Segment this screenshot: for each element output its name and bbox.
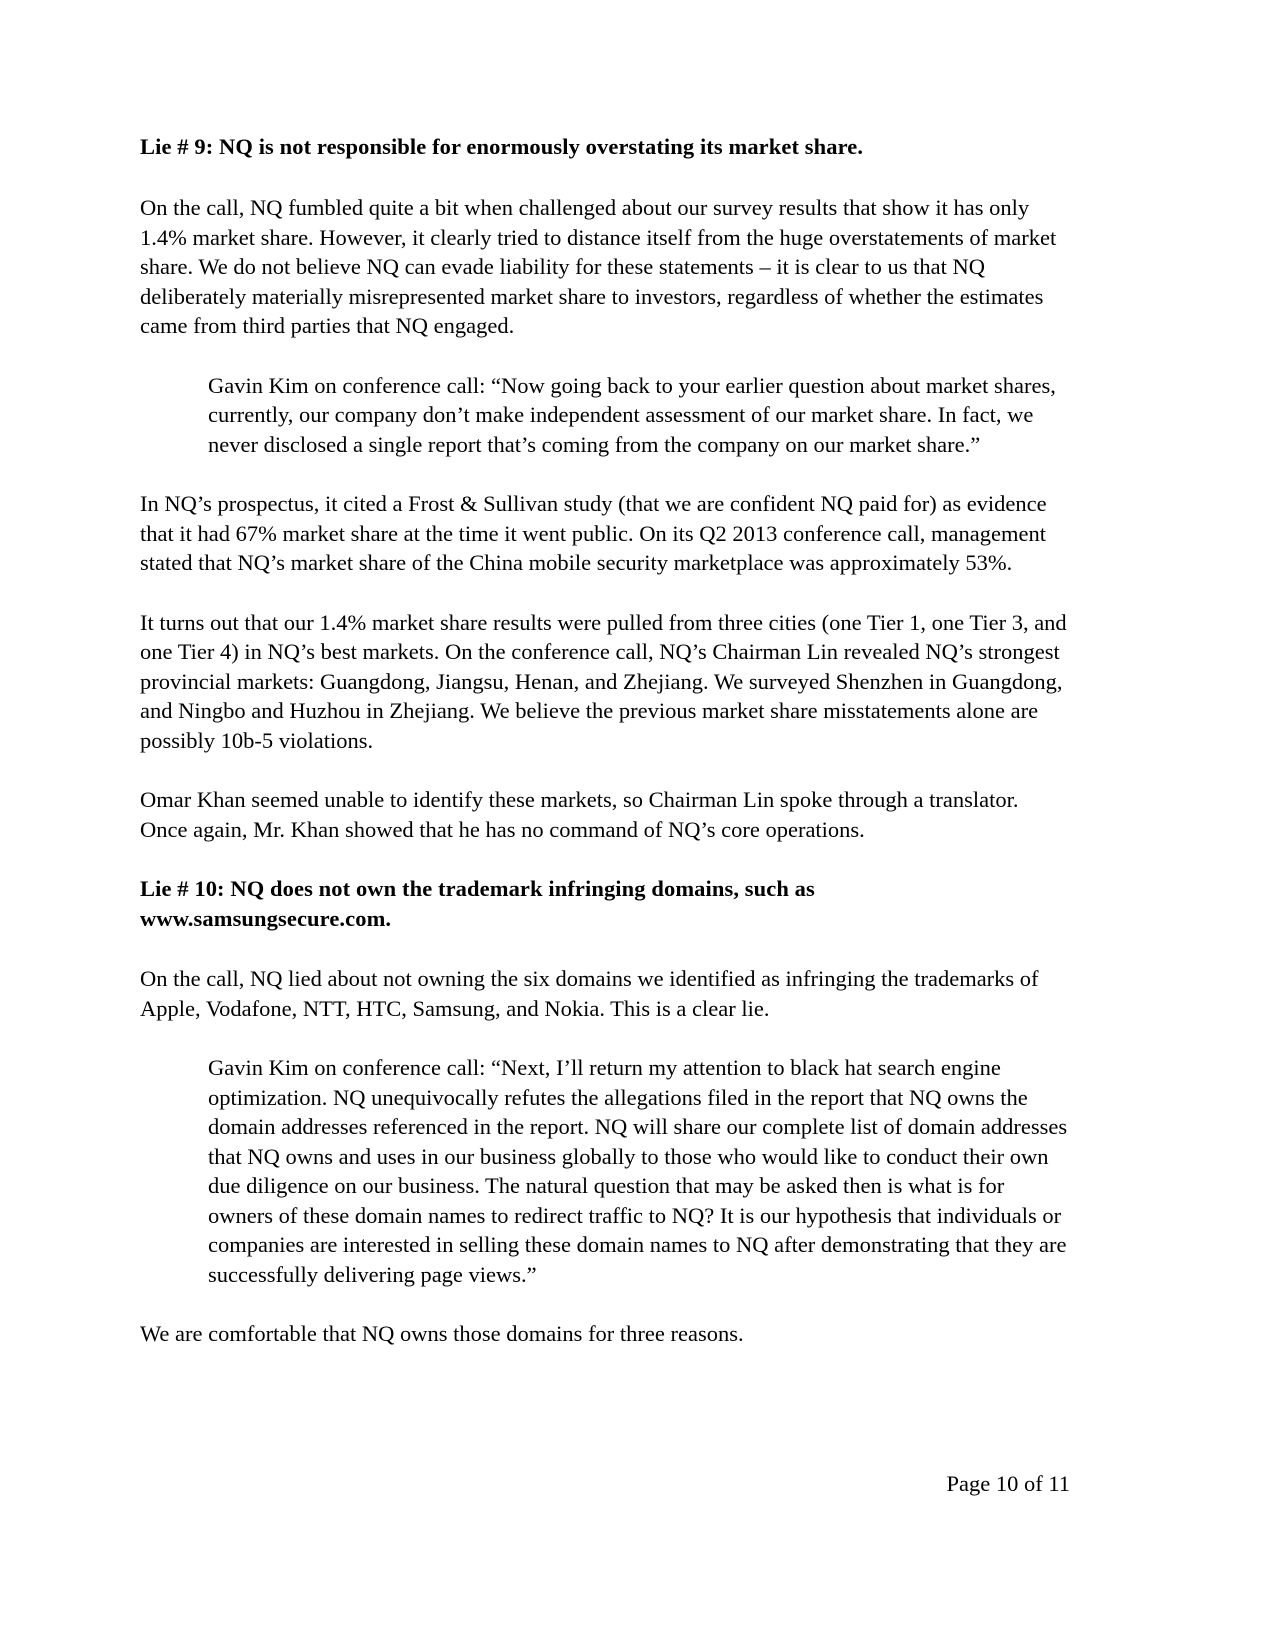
spacer bbox=[140, 578, 1070, 608]
spacer bbox=[140, 844, 1070, 874]
paragraph-omar-khan-translator: Omar Khan seemed unable to identify these markets, so Chairman Lin spoke through a translator. Once again, Mr. Khan showed that he has no command of NQ’s core operations. bbox=[140, 787, 1019, 842]
blockquote-gavin-kim-black-hat-seo: Gavin Kim on conference call: “Next, I’ll return my attention to black hat search engine optimization. NQ unequivocally refutes the allegations filed in the report that NQ owns the domain addresses referenced in the report. NQ will share our complete list of domain addresses that NQ owns and uses in our business globally to those who would like to conduct their own due diligence on our business. The natural question that may be asked then is what is for owners of these domain names to redirect traffic to NQ? It is our hypothesis that individuals or companies are interested in selling these domain names to NQ after demonstrating that they are successfully delivering page views.” bbox=[208, 1055, 1068, 1287]
page-number-footer: Page 10 of 11 bbox=[946, 1471, 1070, 1496]
paragraph-six-domains-trademarks: On the call, NQ lied about not owning the six domains we identified as infringing the trademarks of Apple, Vodafone, NTT, HTC, Samsung, and Nokia. This is a clear lie. bbox=[140, 966, 1039, 1021]
document-body bbox=[140, 132, 1070, 1349]
spacer bbox=[140, 755, 1070, 785]
section-heading-lie-9: Lie # 9: NQ is not responsible for enormously overstating its market share. bbox=[140, 134, 864, 159]
spacer bbox=[140, 341, 1070, 371]
blockquote-gavin-kim-market-share: Gavin Kim on conference call: “Now going back to your earlier question about market shares, currently, our company don’t make independent assessment of our market share. In fact, we never disclosed a single report that’s coming from the company on our market share.” bbox=[208, 372, 1056, 457]
paragraph-three-cities-survey: It turns out that our 1.4% market share results were pulled from three cities (one Tier 1, one Tier 3, and one Tier 4) in NQ’s best markets. On the conference call, NQ’s Chairman Lin revealed NQ’s strongest provincial markets: Guangdong, Jiangsu, Henan, and Zhejiang. We surveyed Shenzhen in Guangdong, and Ningbo and Huzhou in Zhejiang. We believe the previous market share misstatements alone are possibly 10b-5 violations. bbox=[140, 609, 1067, 753]
spacer bbox=[140, 162, 1070, 193]
spacer bbox=[140, 1023, 1070, 1053]
spacer bbox=[140, 934, 1070, 964]
paragraph-three-reasons: We are comfortable that NQ owns those domains for three reasons. bbox=[140, 1321, 744, 1346]
paragraph-prospectus-frost-sullivan: In NQ’s prospectus, it cited a Frost & Sullivan study (that we are confident NQ paid for) as evidence that it had 67% market share at the time it went public. On its Q2 2013 conference call, management stated that NQ’s market share of the China mobile security marketplace was approximately 53%. bbox=[140, 491, 1047, 575]
section-heading-lie-10: Lie # 10: NQ does not own the trademark infringing domains, such as www.samsungsecure.com. bbox=[140, 876, 815, 931]
paragraph-lie9-intro: On the call, NQ fumbled quite a bit when challenged about our survey results that show it has only 1.4% market share. However, it clearly tried to distance itself from the huge overstatements of market share. We do not believe NQ can evade liability for these statements – it is clear to us that NQ deliberately materially misrepresented market share to investors, regardless of whether the estimates came from third parties that NQ engaged. bbox=[140, 195, 1057, 338]
spacer bbox=[140, 1289, 1070, 1319]
spacer bbox=[140, 459, 1070, 489]
